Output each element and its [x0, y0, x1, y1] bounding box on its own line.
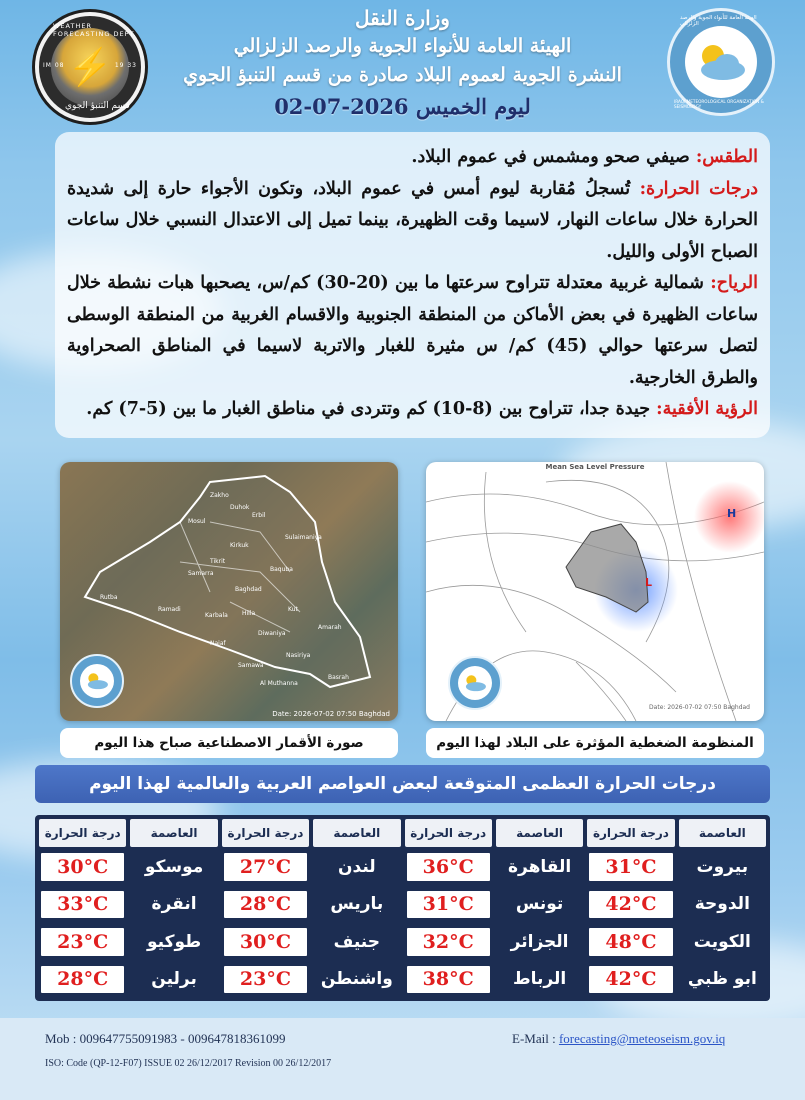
capital-name: باريس — [330, 894, 384, 915]
city-label: Sulaimaniya — [285, 534, 322, 541]
meteorological-org-logo — [667, 8, 775, 116]
capital-name: جنيف — [333, 931, 381, 952]
logo-ring-text-ar: الهيئة العامة للأنواء الجوية والرصد الزلزالي — [680, 15, 757, 27]
sun-cloud-icon — [80, 664, 114, 698]
city-label: Duhok — [230, 504, 250, 511]
header-temperature: درجة الحرارة — [222, 819, 309, 847]
capital-name: برلين — [151, 969, 197, 990]
header-temperature: درجة الحرارة — [587, 819, 674, 847]
lightning-sun-icon: ⚡ — [51, 28, 129, 106]
email-line — [512, 1031, 725, 1047]
satellite-timestamp: Date: 2026-07-02 07:50 Baghdad — [272, 710, 390, 718]
visibility-label: الرؤية الأفقية: — [656, 399, 758, 419]
forecasting-dept-logo — [35, 12, 145, 122]
capital-temperature: 48°C — [589, 928, 672, 956]
temperature-text: تُسجلُ مُقاربة ليوم أمس في عموم البلاد، وتكون الأجواء حارة إلى شديدة الحرارة خلال ساعات النهار، لاسيما وقت الظهيرة، بينما تميل إلى الاعتدال النسبي خلال ساعات الصباح الأولى والليل. — [67, 178, 758, 262]
city-label: Karbala — [205, 612, 228, 619]
capital-name: طوكيو — [146, 931, 202, 952]
bulletin-date: ليوم الخميس 2026-07-02 — [274, 94, 531, 119]
meteorological-org-logo-small — [70, 654, 124, 708]
weather-paragraph — [67, 142, 758, 174]
city-label: Diwaniya — [258, 630, 286, 637]
city-label: Rutba — [100, 594, 118, 601]
authority-title: الهيئة العامة للأنواء الجوية والرصد الزلزالي — [233, 35, 572, 57]
header-temperature: درجة الحرارة — [405, 819, 492, 847]
city-label: Baquba — [270, 566, 293, 573]
header-city: العاصمة — [130, 819, 217, 847]
sun-cloud-graphic — [691, 40, 751, 84]
visibility-text: جيدة جدا، تتراوح بين (8-10) كم وتتردى في مناطق الغبار ما بين (5-7) كم. — [86, 399, 657, 419]
header-temperature: درجة الحرارة — [39, 819, 126, 847]
satellite-caption: صورة الأقمار الاصطناعية صباح هذا اليوم — [60, 728, 398, 758]
city-label: Samarra — [188, 570, 214, 577]
pressure-chart — [426, 462, 764, 721]
capital-temperature: 28°C — [224, 891, 307, 919]
city-label: Nasiriya — [286, 652, 311, 659]
header-city: العاصمة — [679, 819, 766, 847]
email-link[interactable]: forecasting@meteoseism.gov.iq — [558, 1031, 726, 1046]
capitals-temperature-table — [35, 815, 770, 1001]
email-label: E-Mail : — [512, 1031, 559, 1046]
wind-text: شمالية غربية معتدلة تتراوح سرعتها ما بين (20-30) كم/س، يصحبها هبات نشطة خلال ساعات الظهيرة في بعض الأماكن من المنطقة الجنوبية والاقسام الغربية من المنطقة الوسطى لتصل سرعتها حوالي (45) كم/ س مثيرة للغبار والاتربة لاسيما في المناطق الصحراوية والطرق الخارجية. — [67, 273, 758, 388]
city-label: Ramadi — [158, 606, 181, 613]
city-label: Hilla — [242, 610, 256, 617]
pressure-chart-title: Mean Sea Level Pressure — [545, 463, 645, 471]
visibility-paragraph — [67, 394, 758, 426]
capital-name: واشنطن — [320, 969, 393, 990]
city-label: Mosul — [188, 518, 206, 525]
forecast-text-box — [55, 132, 770, 438]
logo-bottom-text: قسم التنبؤ الجوي — [65, 101, 130, 111]
temperature-table-title: درجات الحرارة العظمى المتوقعة لبعض العواصم العربية والعالمية لهذا اليوم — [35, 765, 770, 803]
capital-temperature: 38°C — [407, 966, 490, 994]
city-label: Al Muthanna — [260, 680, 298, 687]
bulletin-title: النشرة الجوية لعموم البلاد صادرة من قسم التنبؤ الجوي — [183, 64, 622, 86]
bulletin-footer — [0, 1018, 805, 1100]
capital-temperature: 23°C — [224, 966, 307, 994]
capital-temperature: 23°C — [41, 928, 124, 956]
mobile-numbers: Mob : 009647755091983 - 009647818361099 — [45, 1031, 286, 1046]
capital-temperature: 27°C — [224, 853, 307, 881]
logo-years-right: 19 33 — [114, 62, 137, 69]
capital-name: انقرة — [151, 894, 197, 915]
capital-name: لندن — [337, 856, 376, 877]
city-label: Tikrit — [210, 558, 226, 565]
wind-paragraph — [67, 268, 758, 394]
capital-name: بيروت — [696, 856, 749, 877]
satellite-image — [60, 462, 398, 721]
pressure-caption: المنظومة الضغطية المؤثرة على البلاد لهذا اليوم — [426, 728, 764, 758]
ministry-title: وزارة النقل — [355, 6, 450, 30]
capital-name: الرباط — [512, 969, 567, 990]
city-label: Baghdad — [235, 586, 262, 593]
capital-temperature: 36°C — [407, 853, 490, 881]
city-label: Kirkuk — [230, 542, 249, 549]
city-label: Amarah — [318, 624, 342, 631]
city-label: Kut — [288, 606, 298, 613]
city-label: Zakho — [210, 492, 229, 499]
city-label: Basrah — [328, 674, 349, 681]
weather-label: الطقس: — [695, 147, 758, 167]
city-label: Erbil — [252, 512, 266, 519]
bulletin-header — [0, 0, 805, 135]
weather-text: صيفي صحو ومشمس في عموم البلاد. — [411, 147, 696, 167]
logo-years-left: IM 08 — [43, 62, 65, 69]
capital-temperature: 42°C — [589, 891, 672, 919]
wind-label: الرياح: — [710, 273, 758, 293]
capital-temperature: 32°C — [407, 928, 490, 956]
meteorological-org-logo-small — [448, 656, 502, 710]
pressure-timestamp: Date: 2026-07-02 07:50 Baghdad — [649, 704, 750, 711]
capital-temperature: 31°C — [407, 891, 490, 919]
city-label: Najaf — [210, 640, 226, 647]
sun-cloud-icon — [685, 26, 757, 98]
capital-temperature: 42°C — [589, 966, 672, 994]
city-label: Samawa — [238, 662, 264, 669]
capital-name: الكويت — [693, 931, 751, 952]
capital-name: ابو ظبي — [687, 969, 757, 990]
capital-name: تونس — [515, 894, 564, 915]
capital-name: موسكو — [144, 856, 204, 877]
capital-name: الدوحة — [694, 894, 750, 915]
capital-temperature: 28°C — [41, 966, 124, 994]
temperature-label: درجات الحرارة: — [639, 178, 758, 199]
capital-name: الجزائر — [510, 931, 569, 952]
iso-code: ISO: Code (QP-12-F07) ISSUE 02 26/12/2017 Revision 00 26/12/2017 — [45, 1058, 332, 1069]
header-city: العاصمة — [313, 819, 400, 847]
capital-temperature: 31°C — [589, 853, 672, 881]
temperature-paragraph — [67, 174, 758, 269]
capital-temperature: 33°C — [41, 891, 124, 919]
logo-ring-text-en: IRAQI METEOROLOGICAL ORGANIZATION & SEISMOLOGY — [674, 99, 764, 109]
header-city: العاصمة — [496, 819, 583, 847]
low-pressure-label: L — [645, 576, 653, 589]
sun-cloud-icon — [458, 666, 492, 700]
capital-temperature: 30°C — [224, 928, 307, 956]
capital-temperature: 30°C — [41, 853, 124, 881]
high-pressure-label: H — [727, 507, 737, 520]
logo-ring-text: WEATHER FORECASTING DEPT. — [53, 22, 137, 38]
capital-name: القاهرة — [507, 856, 572, 877]
